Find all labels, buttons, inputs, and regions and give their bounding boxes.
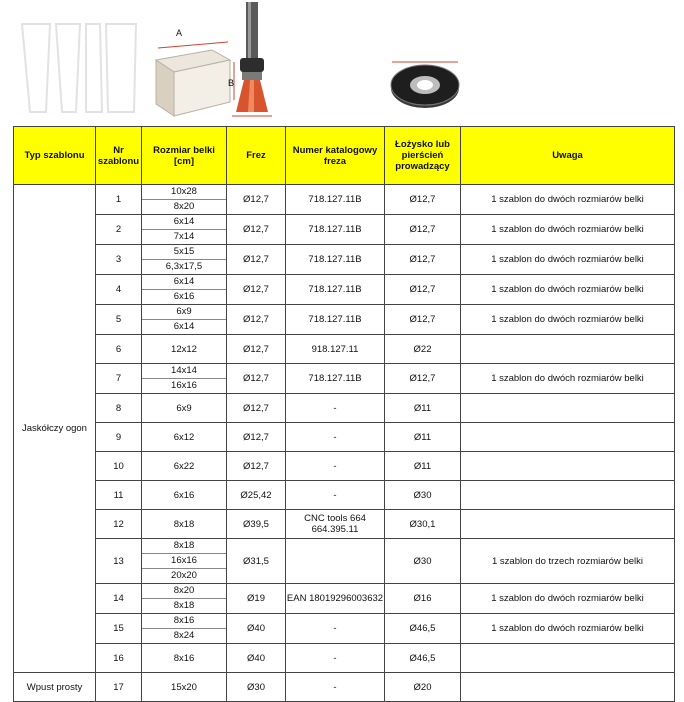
cell-numer-katalogowy: 718.127.11B xyxy=(286,364,385,394)
size-value: 10x28 xyxy=(142,185,226,200)
header-uwaga: Uwaga xyxy=(461,127,675,185)
cell-uwaga: 1 szablon do dwóch rozmiarów belki xyxy=(461,614,675,644)
cell-numer-katalogowy: - xyxy=(286,394,385,423)
cell-rozmiar xyxy=(142,614,227,644)
size-value: 8x20 xyxy=(142,584,226,599)
cell-rozmiar xyxy=(142,584,227,614)
cell-nr: 9 xyxy=(96,423,142,452)
cell-numer-katalogowy: 718.127.11B xyxy=(286,215,385,245)
cell-lozysko: Ø46,5 xyxy=(385,644,461,673)
cell-rozmiar xyxy=(142,185,227,215)
table-row xyxy=(14,305,675,335)
cell-rozmiar xyxy=(142,215,227,245)
template-outline-image xyxy=(20,20,138,118)
cell-uwaga xyxy=(461,644,675,673)
cell-nr: 2 xyxy=(96,215,142,245)
size-value: 8x18 xyxy=(142,539,226,554)
cell-frez: Ø31,5 xyxy=(227,539,286,584)
cell-uwaga: 1 szablon do trzech rozmiarów belki xyxy=(461,539,675,584)
cell-numer-katalogowy: - xyxy=(286,481,385,510)
cell-frez: Ø12,7 xyxy=(227,305,286,335)
cell-nr: 5 xyxy=(96,305,142,335)
table-row xyxy=(14,584,675,614)
table-row xyxy=(14,394,675,423)
group-cell-jaskolczy-ogon: Jaskółczy ogon xyxy=(14,185,96,673)
cell-nr: 8 xyxy=(96,394,142,423)
cell-uwaga xyxy=(461,335,675,364)
header-lozysko: Łożysko lub pierścień prowadzący xyxy=(385,127,461,185)
cell-lozysko: Ø22 xyxy=(385,335,461,364)
size-value: 15x20 xyxy=(171,681,197,693)
size-value: 6x14 xyxy=(173,321,195,332)
header-rozmiar-belki: Rozmiar belki [cm] xyxy=(142,127,227,185)
cell-lozysko: Ø16 xyxy=(385,584,461,614)
cell-nr: 1 xyxy=(96,185,142,215)
table-row xyxy=(14,510,675,539)
size-value: 14x14 xyxy=(142,364,226,379)
router-bit-image xyxy=(228,0,276,122)
table-body xyxy=(14,185,675,702)
group-cell-wpust-prosty: Wpust prosty xyxy=(14,673,96,702)
cell-frez: Ø12,7 xyxy=(227,215,286,245)
cell-rozmiar xyxy=(142,644,227,673)
cell-numer-katalogowy: CNC tools 664 664.395.11 xyxy=(286,510,385,539)
size-value: 6x16 xyxy=(173,489,195,501)
bearing-image xyxy=(388,58,462,112)
size-value: 8x20 xyxy=(173,201,195,212)
cell-numer-katalogowy: - xyxy=(286,673,385,702)
cell-lozysko: Ø20 xyxy=(385,673,461,702)
cell-numer-katalogowy: - xyxy=(286,423,385,452)
template-spec-table xyxy=(13,126,675,702)
size-value: 16x16 xyxy=(142,554,226,569)
cell-numer-katalogowy: - xyxy=(286,614,385,644)
cell-nr: 12 xyxy=(96,510,142,539)
table-row xyxy=(14,452,675,481)
size-value: 16x16 xyxy=(171,380,197,391)
cell-frez: Ø12,7 xyxy=(227,394,286,423)
size-value: 8x18 xyxy=(173,518,195,530)
cell-lozysko: Ø12,7 xyxy=(385,185,461,215)
size-value: 8x24 xyxy=(173,630,195,641)
cell-nr: 14 xyxy=(96,584,142,614)
cell-numer-katalogowy: 718.127.11B xyxy=(286,245,385,275)
cell-frez: Ø40 xyxy=(227,644,286,673)
table-row xyxy=(14,215,675,245)
table-row xyxy=(14,644,675,673)
header-frez: Frez xyxy=(227,127,286,185)
cell-rozmiar xyxy=(142,481,227,510)
cell-nr: 6 xyxy=(96,335,142,364)
size-value: 6x9 xyxy=(176,402,192,414)
cell-frez: Ø12,7 xyxy=(227,185,286,215)
table-row xyxy=(14,481,675,510)
table-header-row xyxy=(14,127,675,185)
size-value: 6x12 xyxy=(173,431,195,443)
size-value: 6,3x17,5 xyxy=(165,261,203,272)
cell-nr: 11 xyxy=(96,481,142,510)
cell-frez: Ø19 xyxy=(227,584,286,614)
cell-numer-katalogowy: EAN 18019296003632 xyxy=(286,584,385,614)
table-row xyxy=(14,335,675,364)
dimension-label-a: A xyxy=(176,28,183,38)
size-value: 8x18 xyxy=(173,600,195,611)
cell-uwaga: 1 szablon do dwóch rozmiarów belki xyxy=(461,215,675,245)
table-row xyxy=(14,245,675,275)
cell-numer-katalogowy xyxy=(286,539,385,584)
cell-rozmiar xyxy=(142,275,227,305)
cell-rozmiar xyxy=(142,364,227,394)
cell-frez: Ø12,7 xyxy=(227,275,286,305)
cell-rozmiar xyxy=(142,394,227,423)
cell-rozmiar xyxy=(142,305,227,335)
cell-frez: Ø39,5 xyxy=(227,510,286,539)
cell-frez: Ø12,7 xyxy=(227,335,286,364)
cell-lozysko: Ø11 xyxy=(385,423,461,452)
size-value: 6x14 xyxy=(142,215,226,230)
product-images xyxy=(0,0,684,124)
wood-beam-image xyxy=(152,38,240,118)
size-value: 5x15 xyxy=(142,245,226,260)
dimension-label-b: B xyxy=(228,78,235,88)
size-value: 6x9 xyxy=(142,305,226,320)
cell-frez: Ø30 xyxy=(227,673,286,702)
table-row xyxy=(14,185,675,215)
cell-uwaga: 1 szablon do dwóch rozmiarów belki xyxy=(461,584,675,614)
cell-frez: Ø12,7 xyxy=(227,364,286,394)
cell-lozysko: Ø11 xyxy=(385,394,461,423)
cell-lozysko: Ø12,7 xyxy=(385,364,461,394)
cell-numer-katalogowy: 718.127.11B xyxy=(286,275,385,305)
size-value: 20x20 xyxy=(171,570,197,581)
size-value: 8x16 xyxy=(173,652,195,664)
cell-uwaga: 1 szablon do dwóch rozmiarów belki xyxy=(461,364,675,394)
cell-numer-katalogowy: 918.127.11 xyxy=(286,335,385,364)
cell-nr: 16 xyxy=(96,644,142,673)
cell-lozysko: Ø30 xyxy=(385,481,461,510)
cell-frez: Ø12,7 xyxy=(227,245,286,275)
header-numer-katalogowy: Numer katalogowy freza xyxy=(286,127,385,185)
cell-uwaga xyxy=(461,481,675,510)
cell-rozmiar xyxy=(142,673,227,702)
size-value: 6x16 xyxy=(173,291,195,302)
header-typ-szablonu: Typ szablonu xyxy=(14,127,96,185)
table-row xyxy=(14,614,675,644)
cell-rozmiar xyxy=(142,539,227,584)
cell-lozysko: Ø30,1 xyxy=(385,510,461,539)
cell-numer-katalogowy: 718.127.11B xyxy=(286,185,385,215)
cell-uwaga: 1 szablon do dwóch rozmiarów belki xyxy=(461,245,675,275)
cell-frez: Ø40 xyxy=(227,614,286,644)
size-value: 7x14 xyxy=(173,231,195,242)
cell-lozysko: Ø46,5 xyxy=(385,614,461,644)
table-row xyxy=(14,673,675,702)
cell-uwaga xyxy=(461,423,675,452)
cell-rozmiar xyxy=(142,245,227,275)
cell-uwaga xyxy=(461,510,675,539)
cell-rozmiar xyxy=(142,335,227,364)
size-value: 8x16 xyxy=(142,614,226,629)
cell-rozmiar xyxy=(142,510,227,539)
table-row xyxy=(14,539,675,584)
table-row xyxy=(14,364,675,394)
cell-numer-katalogowy: - xyxy=(286,452,385,481)
cell-nr: 17 xyxy=(96,673,142,702)
cell-rozmiar xyxy=(142,423,227,452)
cell-nr: 10 xyxy=(96,452,142,481)
size-value: 12x12 xyxy=(171,343,197,355)
cell-lozysko: Ø12,7 xyxy=(385,245,461,275)
cell-lozysko: Ø12,7 xyxy=(385,215,461,245)
cell-uwaga: 1 szablon do dwóch rozmiarów belki xyxy=(461,185,675,215)
cell-nr: 13 xyxy=(96,539,142,584)
cell-numer-katalogowy: 718.127.11B xyxy=(286,305,385,335)
cell-uwaga xyxy=(461,452,675,481)
cell-nr: 4 xyxy=(96,275,142,305)
table-row xyxy=(14,423,675,452)
cell-lozysko: Ø11 xyxy=(385,452,461,481)
size-value: 6x22 xyxy=(173,460,195,472)
cell-uwaga xyxy=(461,673,675,702)
cell-rozmiar xyxy=(142,452,227,481)
cell-uwaga: 1 szablon do dwóch rozmiarów belki xyxy=(461,275,675,305)
cell-frez: Ø25,42 xyxy=(227,481,286,510)
cell-lozysko: Ø12,7 xyxy=(385,305,461,335)
cell-lozysko: Ø30 xyxy=(385,539,461,584)
cell-uwaga xyxy=(461,394,675,423)
cell-frez: Ø12,7 xyxy=(227,423,286,452)
cell-uwaga: 1 szablon do dwóch rozmiarów belki xyxy=(461,305,675,335)
size-value: 6x14 xyxy=(142,275,226,290)
header-nr-szablonu: Nr szablonu xyxy=(96,127,142,185)
cell-frez: Ø12,7 xyxy=(227,452,286,481)
cell-nr: 3 xyxy=(96,245,142,275)
cell-numer-katalogowy: - xyxy=(286,644,385,673)
table-row xyxy=(14,275,675,305)
cell-nr: 15 xyxy=(96,614,142,644)
cell-nr: 7 xyxy=(96,364,142,394)
cell-lozysko: Ø12,7 xyxy=(385,275,461,305)
